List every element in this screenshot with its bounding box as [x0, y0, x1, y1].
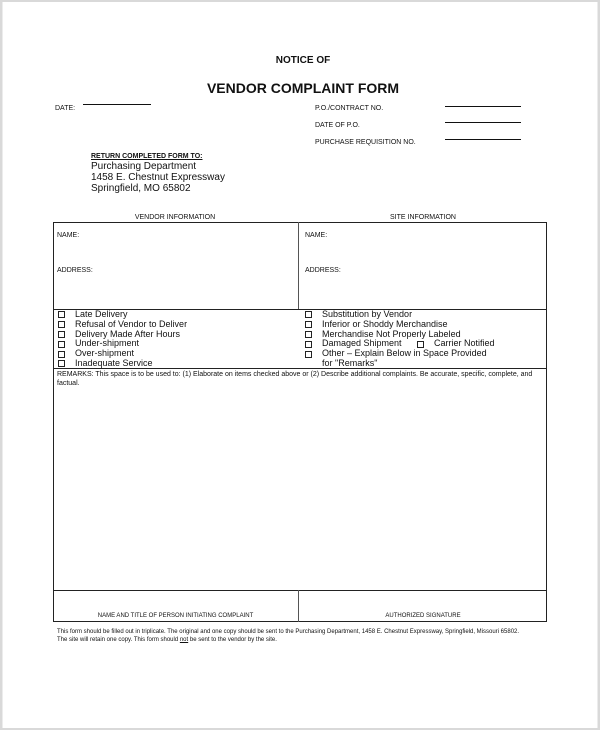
checkbox-label: Over-shipment [75, 348, 135, 359]
po-date-label: DATE OF P.O. [315, 122, 360, 129]
footnote-line-2 [57, 636, 557, 644]
return-to-heading: RETURN COMPLETED FORM TO: [91, 153, 203, 160]
checkbox-inadequate-service[interactable] [58, 359, 187, 369]
checkbox-label: Delivery Made After Hours [75, 328, 181, 339]
footnote [57, 628, 557, 644]
authorized-signature-field[interactable] [303, 594, 543, 612]
footnote-text: The site will retain one copy. This form should [57, 637, 180, 643]
checkbox-label: Substitution by Vendor [322, 309, 413, 319]
checkbox-icon[interactable] [305, 351, 312, 358]
complaint-checklist-right [305, 310, 495, 369]
checkbox-icon[interactable] [305, 321, 312, 328]
remarks-instructions: REMARKS: This space is to be used to: (1) Elaborate on items checked above or (2) Describe additional complaints. Be accurate, specific, complete, and factual. [57, 371, 533, 387]
po-contract-field[interactable] [445, 106, 521, 107]
remarks-field[interactable] [57, 390, 543, 586]
checkbox-label-carrier-notified: Carrier Notified [434, 338, 495, 349]
site-address-label: ADDRESS: [305, 267, 341, 274]
checkbox-icon[interactable] [58, 311, 65, 318]
other-continuation: for "Remarks" [322, 357, 378, 368]
checkbox-label: Under-shipment [75, 338, 140, 349]
date-label: DATE: [55, 105, 76, 112]
po-contract-label: P.O./CONTRACT NO. [315, 105, 384, 112]
checkbox-icon[interactable] [305, 341, 312, 348]
checkbox-label: Refusal of Vendor to Deliver [75, 318, 188, 329]
site-info-heading: SITE INFORMATION [390, 214, 456, 221]
checkbox-carrier-notified-icon[interactable] [417, 341, 424, 348]
notice-heading: NOTICE OF [275, 55, 331, 66]
requisition-label: PURCHASE REQUISITION NO. [315, 139, 416, 146]
requisition-field[interactable] [445, 139, 521, 140]
footnote-text: be sent to the vendor by the site. [188, 637, 277, 643]
checkbox-label-damaged-shipment: Damaged Shipment [322, 338, 402, 349]
checkbox-icon[interactable] [305, 311, 312, 318]
footnote-emphasis: not [179, 637, 189, 643]
checkbox-label: Inadequate Service [75, 357, 153, 368]
return-address-line: 1458 E. Chestnut Expressway [91, 172, 225, 183]
document-page [2, 2, 598, 728]
return-address-line: Springfield, MO 65802 [91, 183, 191, 194]
checkbox-icon[interactable] [305, 331, 312, 338]
vendor-name-field[interactable] [83, 228, 293, 242]
vendor-address-label: ADDRESS: [57, 267, 93, 274]
site-name-label: NAME: [305, 232, 328, 239]
checkbox-icon[interactable] [58, 341, 65, 348]
complaint-checklist-left [58, 310, 187, 369]
column-divider [298, 222, 299, 310]
date-field[interactable] [83, 104, 151, 105]
checkbox-label: Inferior or Shoddy Merchandise [322, 318, 448, 329]
site-address-field[interactable] [341, 263, 541, 303]
vendor-info-heading: VENDOR INFORMATION [134, 214, 216, 221]
initiator-label: NAME AND TITLE OF PERSON INITIATING COMPLAINT [97, 613, 254, 619]
checkbox-icon[interactable] [58, 351, 65, 358]
vendor-name-label: NAME: [57, 232, 80, 239]
initiator-name-field[interactable] [57, 594, 295, 612]
checkbox-label: Late Delivery [75, 309, 128, 319]
checkbox-label: Merchandise Not Properly Labeled [322, 328, 461, 339]
authorized-signature-label: AUTHORIZED SIGNATURE [385, 613, 461, 619]
form-title: VENDOR COMPLAINT FORM [206, 80, 400, 96]
checkbox-icon[interactable] [58, 360, 65, 367]
po-date-field[interactable] [445, 122, 521, 123]
row-divider [53, 590, 547, 591]
footnote-line-1: This form should be filled out in triplicate. The original and one copy should be sent to the Purchasing Department, 1458 E. Chestnut Expressway, Springfield, Missouri 65802. [57, 629, 520, 635]
return-address-line: Purchasing Department [91, 161, 197, 172]
checkbox-icon[interactable] [58, 331, 65, 338]
checkbox-label: Other – Explain Below in Space Provided [322, 348, 487, 359]
vendor-address-field[interactable] [93, 263, 293, 303]
site-name-field[interactable] [331, 228, 541, 242]
checkbox-icon[interactable] [58, 321, 65, 328]
